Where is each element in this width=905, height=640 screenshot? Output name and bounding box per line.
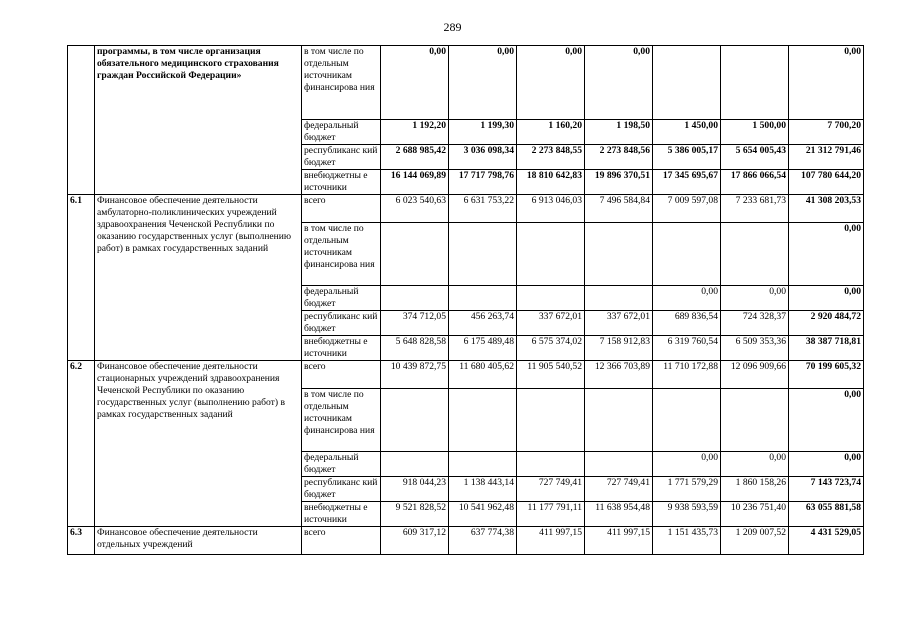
year-value-cell: 11 905 540,52 [517,361,585,389]
year-value-cell: 10 541 962,48 [449,502,517,527]
year-value-cell: 337 672,01 [517,311,585,336]
year-value-cell: 2 273 848,55 [517,145,585,170]
year-value-cell [653,389,721,452]
year-value-cell: 0,00 [721,452,789,477]
year-value-cell: 1 138 443,14 [449,477,517,502]
year-value-cell [585,286,653,311]
funding-source: федеральный бюджет [302,120,381,145]
funding-source: внебюджетны е источники [302,336,381,361]
year-value-cell: 724 328,37 [721,311,789,336]
funding-source: в том числе по отдельным источникам финансирова ния [302,389,381,452]
table-row [68,195,864,223]
year-value-cell: 11 638 954,48 [585,502,653,527]
year-value-cell: 7 233 681,73 [721,195,789,223]
year-value-cell [381,223,449,286]
activity-name: Финансовое обеспечение деятельности отдельных учреждений [95,527,302,555]
year-value-cell [585,223,653,286]
year-value-cell: 11 177 791,11 [517,502,585,527]
table-row [68,361,864,389]
year-value-cell: 17 717 798,76 [449,170,517,195]
year-value-cell: 1 500,00 [721,120,789,145]
year-value-cell: 6 575 374,02 [517,336,585,361]
year-value-cell [517,452,585,477]
year-value-cell: 1 860 158,26 [721,477,789,502]
year-value-cell: 10 439 872,75 [381,361,449,389]
year-value-cell [721,389,789,452]
table-row [68,527,864,555]
funding-source: республиканс кий бюджет [302,145,381,170]
total-cell: 21 312 791,46 [789,145,864,170]
funding-source: всего [302,195,381,223]
total-cell: 0,00 [789,46,864,120]
year-value-cell: 1 209 007,52 [721,527,789,555]
year-value-cell [721,223,789,286]
year-value-cell [585,389,653,452]
year-value-cell: 0,00 [653,452,721,477]
year-value-cell: 11 680 405,62 [449,361,517,389]
year-value-cell [653,46,721,120]
year-value-cell [381,452,449,477]
year-value-cell: 374 712,05 [381,311,449,336]
total-cell: 0,00 [789,223,864,286]
year-value-cell: 6 509 353,36 [721,336,789,361]
row-code: 6.1 [68,195,95,361]
year-value-cell [381,286,449,311]
year-value-cell [517,286,585,311]
total-cell: 63 055 881,58 [789,502,864,527]
funding-source: республиканс кий бюджет [302,311,381,336]
total-cell: 7 143 723,74 [789,477,864,502]
total-cell: 2 920 484,72 [789,311,864,336]
year-value-cell: 727 749,41 [585,477,653,502]
year-value-cell [721,46,789,120]
year-value-cell [517,223,585,286]
year-value-cell: 609 317,12 [381,527,449,555]
year-value-cell: 6 175 489,48 [449,336,517,361]
year-value-cell: 12 366 703,89 [585,361,653,389]
total-cell: 0,00 [789,389,864,452]
activity-name: Финансовое обеспечение деятельности стационарных учреждений здравоохранения Чеченской Республики по оказанию государственных услуг (выполнению работ) в рамках государственных заданий [95,361,302,527]
year-value-cell: 1 198,50 [585,120,653,145]
funding-source: федеральный бюджет [302,286,381,311]
activity-name: программы, в том числе организация обязательного медицинского страхования граждан Российской Федерации» [95,46,302,195]
year-value-cell: 2 273 848,56 [585,145,653,170]
year-value-cell: 18 810 642,83 [517,170,585,195]
year-value-cell: 6 023 540,63 [381,195,449,223]
year-value-cell: 689 836,54 [653,311,721,336]
total-cell: 70 199 605,32 [789,361,864,389]
year-value-cell: 17 866 066,54 [721,170,789,195]
year-value-cell: 0,00 [653,286,721,311]
funding-source: в том числе по отдельным источникам финансирова ния [302,46,381,120]
year-value-cell: 19 896 370,51 [585,170,653,195]
row-code: 6.2 [68,361,95,527]
year-value-cell [449,223,517,286]
total-cell: 38 387 718,81 [789,336,864,361]
funding-source: в том числе по отдельным источникам финансирова ния [302,223,381,286]
year-value-cell: 6 631 753,22 [449,195,517,223]
year-value-cell: 10 236 751,40 [721,502,789,527]
total-cell: 0,00 [789,286,864,311]
year-value-cell: 1 192,20 [381,120,449,145]
total-cell: 4 431 529,05 [789,527,864,555]
year-value-cell: 3 036 098,34 [449,145,517,170]
row-code [68,46,95,195]
funding-source: внебюджетны е источники [302,170,381,195]
year-value-cell: 456 263,74 [449,311,517,336]
total-cell: 107 780 644,20 [789,170,864,195]
year-value-cell: 16 144 069,89 [381,170,449,195]
year-value-cell: 9 521 828,52 [381,502,449,527]
year-value-cell: 0,00 [517,46,585,120]
year-value-cell [449,286,517,311]
funding-source: федеральный бюджет [302,452,381,477]
year-value-cell: 9 938 593,59 [653,502,721,527]
year-value-cell: 411 997,15 [517,527,585,555]
year-value-cell: 1 160,20 [517,120,585,145]
year-value-cell: 5 654 005,43 [721,145,789,170]
page-number: 289 [443,20,462,34]
year-value-cell: 6 319 760,54 [653,336,721,361]
year-value-cell: 12 096 909,66 [721,361,789,389]
funding-source: республиканс кий бюджет [302,477,381,502]
year-value-cell: 1 450,00 [653,120,721,145]
year-value-cell: 5 648 828,58 [381,336,449,361]
funding-source: внебюджетны е источники [302,502,381,527]
year-value-cell: 0,00 [585,46,653,120]
year-value-cell: 0,00 [381,46,449,120]
year-value-cell: 7 009 597,08 [653,195,721,223]
year-value-cell [653,223,721,286]
year-value-cell: 5 386 005,17 [653,145,721,170]
year-value-cell [449,452,517,477]
year-value-cell: 1 771 579,29 [653,477,721,502]
funding-source: всего [302,527,381,555]
funding-source: всего [302,361,381,389]
year-value-cell: 11 710 172,88 [653,361,721,389]
year-value-cell: 7 158 912,83 [585,336,653,361]
year-value-cell: 637 774,38 [449,527,517,555]
year-value-cell [381,389,449,452]
year-value-cell: 727 749,41 [517,477,585,502]
table-row [68,46,864,120]
year-value-cell: 918 044,23 [381,477,449,502]
year-value-cell: 1 199,30 [449,120,517,145]
year-value-cell: 7 496 584,84 [585,195,653,223]
year-value-cell: 337 672,01 [585,311,653,336]
row-code: 6.3 [68,527,95,555]
year-value-cell [517,389,585,452]
year-value-cell: 2 688 985,42 [381,145,449,170]
total-cell: 41 308 203,53 [789,195,864,223]
year-value-cell [449,389,517,452]
year-value-cell: 411 997,15 [585,527,653,555]
year-value-cell: 1 151 435,73 [653,527,721,555]
year-value-cell: 17 345 695,67 [653,170,721,195]
total-cell: 0,00 [789,452,864,477]
activity-name: Финансовое обеспечение деятельности амбулаторно-поликлинических учреждений здравоохранения Чеченской Республики по оказанию государственных услуг (выполнению работ) в рамках государственных заданий [95,195,302,361]
financing-table [67,45,864,555]
year-value-cell: 0,00 [721,286,789,311]
year-value-cell: 0,00 [449,46,517,120]
total-cell: 7 700,20 [789,120,864,145]
year-value-cell: 6 913 046,03 [517,195,585,223]
year-value-cell [585,452,653,477]
